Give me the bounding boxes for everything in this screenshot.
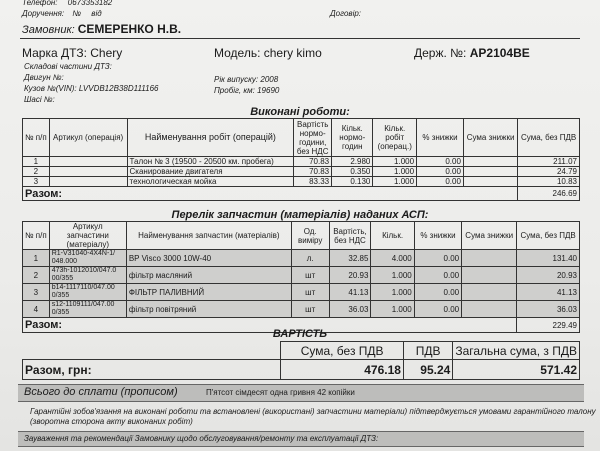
table-row: [23, 250, 580, 267]
cell: 1.000: [371, 301, 414, 318]
cell: Сканирование двигателя: [127, 167, 294, 177]
phone-value: 0673353182: [67, 0, 113, 7]
cell: 36.03: [329, 301, 371, 318]
order-label: Доручення:: [22, 9, 65, 18]
engine-label: Двигун №:: [24, 73, 64, 82]
parts-col-sum: Сума, без ПДВ: [517, 222, 580, 250]
parts-col-no: № п/п: [23, 222, 50, 250]
cell: 0.00: [417, 157, 464, 167]
cell: шт: [291, 301, 329, 318]
cell: 3: [23, 284, 50, 301]
cell: 4.000: [371, 250, 414, 267]
works-header-row: [23, 119, 580, 157]
works-col-name: Найменування робіт (операцій): [127, 119, 294, 157]
cell: 32.85: [329, 250, 371, 267]
mileage-label: Пробіг, км:: [214, 86, 255, 95]
cost-value-row: [23, 360, 580, 380]
parts-of-vehicle-label: Складові частини ДТЗ:: [24, 62, 112, 71]
cell: [49, 167, 127, 177]
remarks-bar: [18, 431, 584, 447]
cell: 3: [23, 177, 50, 187]
cost-vat: 95.24: [403, 360, 452, 380]
cell: [463, 157, 517, 167]
phone-row: [22, 0, 112, 7]
cell: 20.93: [517, 267, 580, 284]
works-col-disc-pct: % знижки: [417, 119, 464, 157]
body-label: Кузов №(VIN):: [24, 84, 77, 93]
cost-total: 571.42: [453, 360, 580, 380]
customer-divider: [20, 38, 580, 39]
cell: 0.350: [332, 167, 373, 177]
cell: R1-V31040-4X4N-1/ 048.000: [49, 250, 126, 267]
cell: 1.000: [373, 177, 417, 187]
words-value: П'ятсот сімдесят одна гривня 42 копійки: [206, 388, 355, 397]
works-col-qty: Кільк. робіт (операц.): [373, 119, 417, 157]
cell: Талон № 3 (19500 - 20500 км. пробега): [127, 157, 294, 167]
cell: 4: [23, 301, 50, 318]
parts-total-label: Разом:: [23, 318, 517, 333]
cost-table: [22, 341, 580, 380]
brand-label: Марка ДТЗ:: [22, 46, 87, 60]
plate-label: Держ. №:: [414, 46, 467, 60]
order-from: від: [91, 9, 102, 18]
cost-head-vat: ПДВ: [403, 342, 452, 360]
cell: [49, 157, 127, 167]
brand-row: [22, 46, 122, 60]
warranty-line-1: Гарантійні зобов'язання на виконані роботи та встановлені (використані) запчастини матеріали) підтверджується умовами гарантійного талону: [30, 407, 596, 416]
cell: 0.00: [414, 284, 461, 301]
works-col-no: № п/п: [23, 119, 50, 157]
cost-sum: 476.18: [281, 360, 404, 380]
cell: 1.000: [371, 284, 414, 301]
cell: 0.00: [414, 250, 461, 267]
works-col-sum: Сума, без ПДВ: [518, 119, 580, 157]
cell: 1: [23, 250, 50, 267]
cell: фільтр масляний: [126, 267, 291, 284]
table-row: [23, 157, 580, 167]
year-label: Рік випуску:: [214, 75, 259, 84]
cell: шт: [291, 267, 329, 284]
cell: 70.83: [294, 157, 332, 167]
cell: 24.79: [518, 167, 580, 177]
customer-label: Замовник:: [22, 24, 75, 36]
cell: 1: [23, 157, 50, 167]
cell: 0.00: [414, 267, 461, 284]
cell: 0.00: [417, 167, 464, 177]
cell: 2: [23, 267, 50, 284]
phone-label: Телефон:: [22, 0, 58, 7]
parts-col-name: Найменування запчастин (матеріалів): [126, 222, 291, 250]
parts-col-price: Вартість, без НДС: [329, 222, 371, 250]
year-row: [214, 75, 278, 84]
body-value: LVVDB12B38D111166: [78, 84, 159, 93]
order-row: [22, 9, 102, 18]
cell: 1.000: [373, 157, 417, 167]
parts-table: [22, 221, 580, 333]
cell: s12-1109111/047.00 0/355: [49, 301, 126, 318]
model-row: [214, 46, 322, 60]
table-row: [23, 284, 580, 301]
cell: 0.00: [417, 177, 464, 187]
mileage-value: 19690: [257, 86, 280, 95]
cell: [49, 177, 127, 187]
year-value: 2008: [260, 75, 279, 84]
cell: [462, 267, 517, 284]
remarks-label: Зауваження та рекомендації Замовнику щодо обслуговування/ремонту та експлуатації ДТЗ:: [24, 434, 379, 443]
cell: фільтр повітряний: [126, 301, 291, 318]
cell: 0.00: [414, 301, 461, 318]
customer-row: [22, 22, 181, 36]
cell: 473h-1012010/047.0 00/355: [49, 267, 126, 284]
parts-total-value: 229.49: [517, 318, 580, 333]
works-total-label: Разом:: [23, 187, 518, 201]
cell: ФІЛЬТР ПАЛИВНИЙ: [126, 284, 291, 301]
parts-col-unit: Од. виміру: [291, 222, 329, 250]
words-bar: [18, 384, 584, 402]
cost-head-sum: Сума, без ПДВ: [281, 342, 404, 360]
warranty-line-2: (зворотна сторона акту виконаних робіт): [30, 417, 193, 426]
table-row: [23, 177, 580, 187]
cost-label: Разом, грн:: [23, 360, 281, 380]
table-row: [23, 301, 580, 318]
plate-row: [414, 46, 530, 60]
works-col-price: Вартість нормо-години, без НДС: [294, 119, 332, 157]
words-label: Всього до сплати (прописом): [24, 386, 178, 398]
cell: технологическая мойка: [127, 177, 294, 187]
brand-value: Chery: [90, 46, 123, 60]
cell: 1.000: [371, 267, 414, 284]
cost-header-row: [23, 342, 580, 360]
cell: [463, 167, 517, 177]
cell: шт: [291, 284, 329, 301]
table-row: [23, 167, 580, 177]
parts-title: Перелік запчастин (матеріалів) наданих АСП:: [171, 209, 429, 221]
cell: 41.13: [517, 284, 580, 301]
cost-head-total: Загальна сума, з ПДВ: [453, 342, 580, 360]
contract-label: Договір:: [330, 9, 362, 18]
works-col-article: Артикул (операція): [49, 119, 127, 157]
body-row: [24, 84, 159, 93]
cost-title: ВАРТІСТЬ: [272, 328, 328, 340]
cell: 20.93: [329, 267, 371, 284]
cell: 211.07: [518, 157, 580, 167]
parts-col-qty: Кільк.: [371, 222, 414, 250]
cell: 70.83: [294, 167, 332, 177]
parts-col-disc-pct: % знижки: [414, 222, 461, 250]
cell: 2: [23, 167, 50, 177]
works-total-value: 246.69: [518, 187, 580, 201]
cell: 36.03: [517, 301, 580, 318]
customer-name: СЕМЕРЕНКО Н.В.: [77, 22, 182, 36]
parts-col-disc-sum: Сума знижки: [462, 222, 517, 250]
works-title: Виконані роботи:: [250, 106, 350, 118]
cell: 83.33: [294, 177, 332, 187]
works-col-disc-sum: Сума знижки: [463, 119, 517, 157]
parts-col-article: Артикул запчастини (матеріалу): [49, 222, 126, 250]
cell: [462, 301, 517, 318]
order-no: №: [72, 9, 82, 18]
cell: 41.13: [329, 284, 371, 301]
cell: [462, 284, 517, 301]
cell: 10.83: [518, 177, 580, 187]
cell: 2.980: [332, 157, 373, 167]
cost-blank: [23, 342, 281, 360]
works-total-row: [23, 187, 580, 201]
plate-value: АР2104ВЕ: [469, 46, 530, 60]
model-value: chery kimo: [263, 46, 322, 60]
mileage-row: [214, 86, 279, 95]
cell: [462, 250, 517, 267]
chassis-label: Шасі №:: [24, 95, 55, 104]
cell: л.: [291, 250, 329, 267]
model-label: Модель:: [214, 46, 261, 60]
cell: 131.40: [517, 250, 580, 267]
cell: BP Visco 3000 10W-40: [126, 250, 291, 267]
cell: [463, 177, 517, 187]
parts-header-row: [23, 222, 580, 250]
cell: 0.130: [332, 177, 373, 187]
cell: b14-1117110/047.00 0/355: [49, 284, 126, 301]
cell: 1.000: [373, 167, 417, 177]
table-row: [23, 267, 580, 284]
works-col-hours: Кільк. нормо-годин: [332, 119, 373, 157]
works-table: [22, 118, 580, 201]
